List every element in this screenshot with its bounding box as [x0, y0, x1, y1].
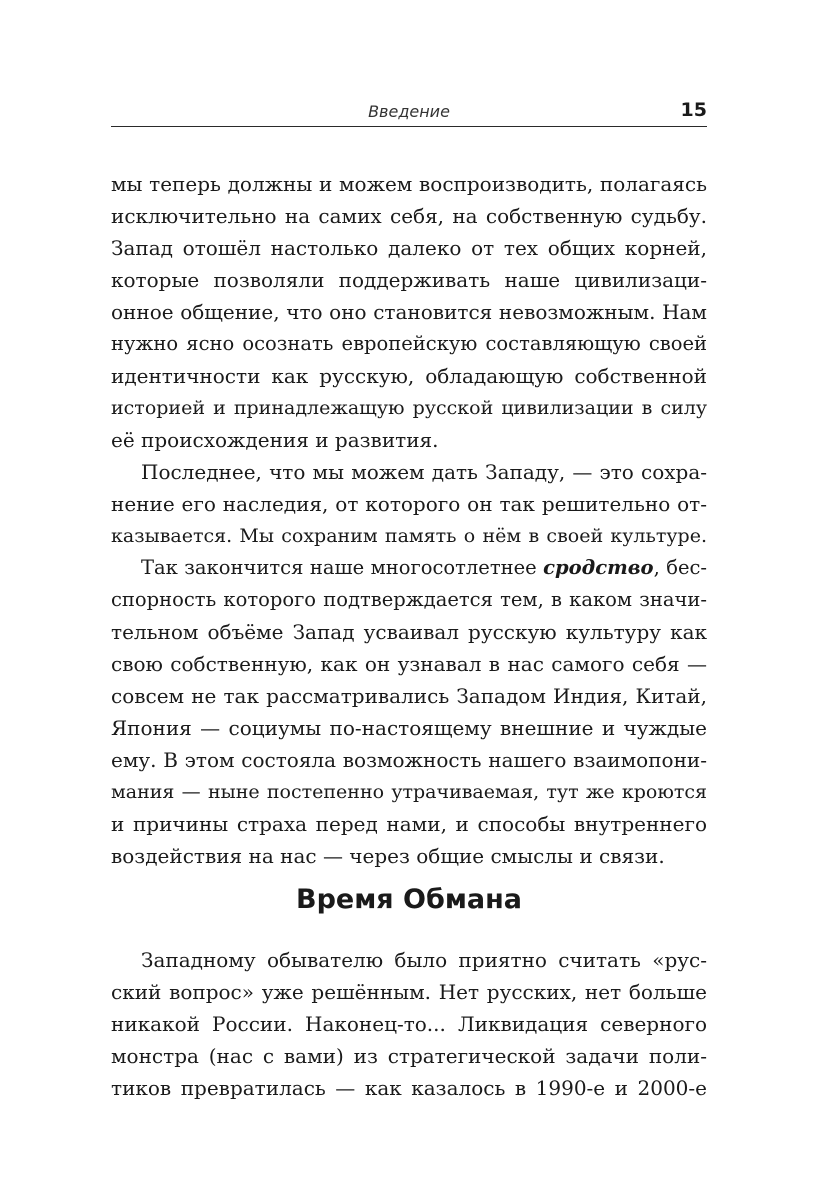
body-line-with-emphasis	[141, 556, 707, 580]
body-line: тельном объёме Запад усваивал русскую культуру как	[111, 620, 707, 644]
running-title: Введение	[368, 102, 450, 121]
body-line: воздействия на нас — через общие смыслы и связи.	[111, 844, 665, 868]
body-line: Западному обывателю было приятно считать «рус-	[141, 948, 707, 972]
body-line: историей и принадлежащую русской цивилизации в силу	[111, 397, 707, 419]
body-line: тиков превратилась — как казалось в 1990-е и 2000-е	[111, 1076, 707, 1100]
body-line: которые позволяли поддерживать наше цивилизаци-	[111, 268, 707, 292]
running-header	[111, 96, 707, 127]
body-line: никакой России. Наконец-то... Ликвидация северного	[111, 1012, 707, 1036]
text-run: Так закончится наше многосотлетнее	[141, 556, 544, 579]
body-line: нужно ясно осознать европейскую составляющую своей	[111, 332, 707, 355]
body-line: казывается. Мы сохраним память о нём в своей культуре.	[111, 525, 707, 547]
body-line: совсем не так рассматривались Западом Индия, Китай,	[111, 684, 707, 708]
body-line: ский вопрос» уже решённым. Нет русских, нет больше	[111, 980, 707, 1004]
page-number: 15	[680, 99, 707, 121]
body-line: её происхождения и развития.	[111, 428, 439, 452]
emphasized-term: сродство	[543, 556, 654, 579]
body-line: Запад отошёл настолько далеко от тех общих корней,	[111, 236, 707, 260]
body-line: монстра (нас с вами) из стратегической задачи поли-	[111, 1044, 707, 1068]
body-line: спорность которого подтверждается тем, в каком значи-	[111, 588, 707, 611]
body-line: ему. В этом состояла возможность нашего взаимопони-	[111, 748, 707, 772]
body-line: идентичности как русскую, обладающую собственной	[111, 364, 707, 388]
body-line: нение его наследия, от которого он так решительно от-	[111, 492, 707, 516]
body-line: исключительно на самих себя, на собственную судьбу.	[111, 204, 707, 228]
body-line: свою собственную, как он узнавал в нас самого себя —	[111, 652, 707, 676]
body-line: онное общение, что оно становится невозможным. Нам	[111, 300, 707, 324]
body-line: Последнее, что мы можем дать Западу, — это сохра-	[141, 460, 707, 484]
body-line: Япония — социумы по-настоящему внешние и чуждые	[111, 716, 707, 740]
body-line: мания — ныне постепенно утрачиваемая, тут же кроются	[111, 781, 707, 803]
text-run: , бес-	[653, 556, 708, 579]
section-heading: Время Обмана	[296, 884, 522, 915]
body-line: мы теперь должны и можем воспроизводить, полагаясь	[111, 172, 707, 196]
body-line: и причины страха перед нами, и способы внутреннего	[111, 812, 707, 836]
